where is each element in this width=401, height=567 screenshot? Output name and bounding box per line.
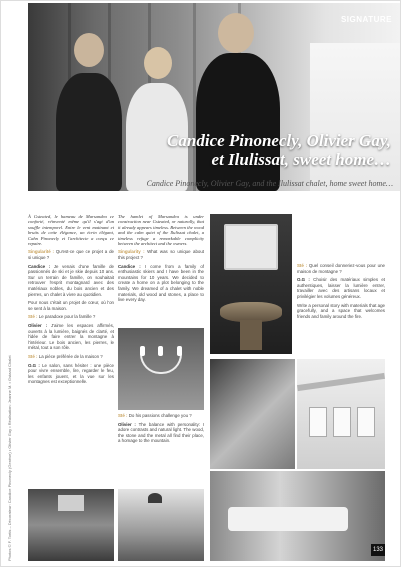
person-left <box>56 73 122 191</box>
sink-stand <box>240 320 262 350</box>
person-left-head <box>74 33 104 67</box>
text-column-english-continued <box>118 413 204 447</box>
answer-text: Le salon, sans hésiter : une pièce pour vivre ensemble, lire, regarder le feu, les enfants jouent, et la vue sur les montagnes est exceptionnelle. <box>28 362 114 385</box>
question-1-en <box>118 249 204 260</box>
chandelier-light <box>140 346 145 356</box>
answer-text: Je venais d'une famille de passionnés de ski et je skie depuis 10 ans. Sur un terrain de famille, on souhaitait retrouver l'esprit montagnard avec des matériaux nobles, du bois ancien et des pierres, un chalet à vivre au quotidien. <box>28 263 114 297</box>
photo-credits: Photos © F. Tortis – Décorateur: Candice Pinonecly (Genève) • Olivier Gay • Réalisation: Jeanne M. • Gstaad Chalet <box>7 355 12 561</box>
article-subtitle: Candice Pinonecly, Olivier Gay, and the Ilulissat chalet, home sweet home… <box>146 179 393 188</box>
ceiling-beam <box>297 373 385 391</box>
question-text: Quel conseil donneriez-vous pour une maison de montagne ? <box>297 263 385 274</box>
answer-text: Choisir des matériaux simples et authentiques, laisser la lumière entrer, travailler avec des artisans locaux et privilégier les volumes généreux. <box>297 277 386 299</box>
question-label: Sté : <box>297 263 308 268</box>
question-label: Singularité : <box>28 249 54 255</box>
window <box>309 407 327 437</box>
question-text: Do his passions challenge you ? <box>128 413 192 418</box>
attic-room-photo <box>297 359 385 469</box>
answer-2-en <box>118 422 204 444</box>
person-middle-head <box>144 47 172 79</box>
shower-photo <box>210 359 295 469</box>
question-text: La pièce préférée de la maison ? <box>38 353 103 359</box>
answer-3-fr <box>28 363 114 385</box>
question-2-fr <box>28 314 114 320</box>
question-1-right <box>297 263 385 274</box>
answer-label: Candice : <box>28 263 51 269</box>
question-text: Qu'est-ce que ce projet a de si unique ? <box>28 249 114 261</box>
text-column-french <box>28 214 114 388</box>
answer-1-fr <box>28 264 114 298</box>
window <box>357 407 375 437</box>
answer-2-fr <box>28 323 114 351</box>
article-title <box>121 131 391 169</box>
answer-label: Candice : <box>118 263 141 269</box>
range-hood <box>58 495 84 511</box>
bath-basin <box>228 507 348 531</box>
mirror <box>224 224 278 270</box>
bathroom-photo <box>210 214 292 354</box>
person-right <box>196 53 280 191</box>
answer-1-en <box>118 264 204 303</box>
intro-english: The hamlet of Marsandea is under construction near Gsteated, or naturally, that it already appears timeless. Between the wood and the calm quiet of the Ilulissat chalet, a timeless refuge a remarkable complicity between the architect and the owners. <box>118 214 204 247</box>
question-label: Sté : <box>28 353 38 359</box>
answer-1-fr-more: Pour nous c'était un projet de cœur, où l'on se sent à la maison. <box>28 300 114 311</box>
window <box>333 407 351 437</box>
answer-label: Olivier : <box>28 322 48 328</box>
answer-text: The balance with personality: I adore contrasts and natural light. The wood, the stone and the metal all find their place, a homage to the mountain. <box>118 421 204 444</box>
answer-text: I come from a family of enthusiastic skiers and I have been in the mountains for 10 years. We decided to create a home on a plot belonging to the family. We dreamed of a chalet with noble materials, old wood and stones, a place to live every day. <box>118 263 205 303</box>
question-text: What was so unique about this project ? <box>118 249 204 261</box>
question-label: Singularity : <box>118 249 145 255</box>
question-2-en <box>118 413 204 419</box>
title-line-1: Candice Pinonecly, Olivier Gay, <box>167 131 391 150</box>
answer-1-right-more: Write a personal story with materials that age gracefully, and a space that welcomes friends and family around the fire. <box>297 302 385 319</box>
question-1-fr <box>28 249 114 260</box>
answer-label: O.G : <box>297 277 310 283</box>
stone-sink <box>220 302 282 322</box>
marble-bathroom-photo <box>210 471 385 561</box>
question-text: Le paradoxe pour la famille ? <box>38 314 96 320</box>
answer-label: O.G : <box>28 362 40 368</box>
chandelier-photo <box>118 328 204 410</box>
chandelier-light <box>177 346 182 356</box>
question-label: Sté : <box>118 413 128 418</box>
dining-photo <box>118 489 204 561</box>
answer-text: J'aime les espaces affirmés, ouverts à la lumière, baignés de clarté, et l'idée de faire entrer la montagne à l'intérieur. Le bois ancien, les pierres, le métal, tout a son rôle. <box>28 322 114 351</box>
section-tag: SIGNATURE <box>340 15 392 24</box>
question-3-fr <box>28 354 114 360</box>
pendant-lamp <box>148 493 162 503</box>
text-column-right <box>297 263 385 322</box>
page-number: 133 <box>371 544 385 556</box>
chandelier-light <box>158 346 163 356</box>
kitchen-photo <box>28 489 114 561</box>
question-label: Sté : <box>28 314 38 320</box>
answer-label: Olivier : <box>118 421 136 427</box>
chandelier-arm <box>140 354 182 374</box>
title-line-2: et Ilulissat, sweet home… <box>211 150 391 169</box>
person-right-head <box>218 13 254 53</box>
intro-french: À Gsteated, le hameau de Marsandea ce conforté, réinventé même qu'il s'agi d'un souffle intemporel. Entre le vent matinant et bruits de cette élégance, un écrin élégant, Cahn Pinonecly et l'architecte a conçu ce repaire. <box>28 214 114 247</box>
text-column-english <box>118 214 204 306</box>
answer-1-right <box>297 277 385 299</box>
